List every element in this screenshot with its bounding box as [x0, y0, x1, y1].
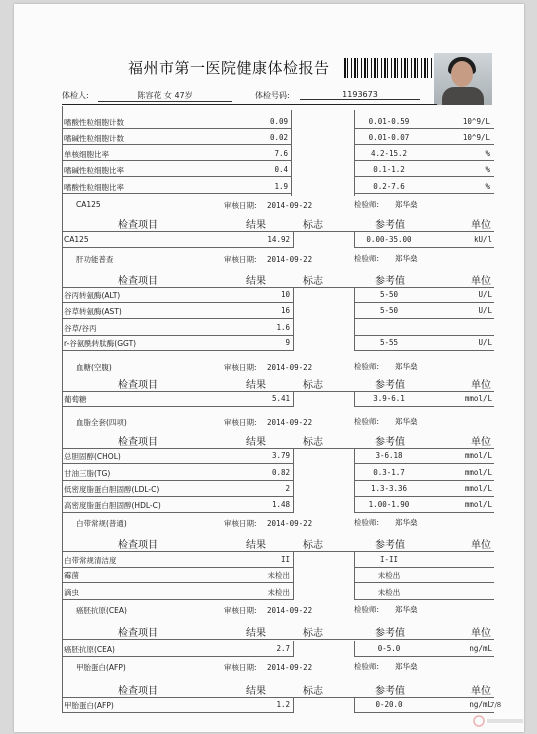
audit-date-value: 2014-09-22 — [267, 606, 313, 615]
table-cell-result: II — [280, 555, 290, 564]
report-page — [14, 4, 524, 732]
audit-date-value: 2014-09-22 — [267, 201, 313, 210]
table-cell-item: 谷草/谷丙 — [64, 324, 97, 333]
column-divider — [293, 287, 294, 351]
audit-date-value: 2014-09-22 — [267, 363, 313, 372]
column-divider — [354, 697, 355, 713]
col-header-ref: 参考值 — [375, 380, 405, 391]
examinee-photo — [434, 53, 492, 105]
table-cell-item: 癌胚抗原(CEA) — [64, 645, 115, 654]
table-cell-result: 0.82 — [271, 468, 290, 477]
row-divider — [62, 639, 494, 640]
col-header-unit: 单位 — [471, 540, 491, 551]
table-cell-item: 单核细胞比率 — [64, 150, 109, 159]
table-cell-unit: % — [485, 149, 490, 158]
row-divider — [62, 160, 292, 161]
row-divider — [354, 512, 494, 513]
tester-value: 郑华燊 — [395, 605, 418, 614]
audit-date-value: 2014-09-22 — [267, 418, 313, 427]
audit-date-label: 审核日期: — [224, 663, 257, 672]
table-cell-result: 1.48 — [271, 500, 290, 509]
table-cell-ref: 5-55 — [379, 338, 399, 347]
table-cell-item: 谷丙转氨酶(ALT) — [64, 291, 121, 300]
audit-date-label: 审核日期: — [224, 201, 257, 210]
table-cell-unit: mmol/L — [464, 468, 492, 477]
col-header-result: 结果 — [246, 540, 266, 551]
col-header-ref: 参考值 — [375, 628, 405, 639]
row-divider — [62, 463, 294, 464]
row-divider — [354, 302, 494, 303]
table-cell-item: 甘油三脂(TG) — [64, 469, 111, 478]
table-cell-ref: 未检出 — [377, 588, 401, 597]
examinee-value: 陈容花 女 47岁 — [98, 90, 232, 102]
row-divider — [62, 287, 494, 288]
col-header-flag: 标志 — [303, 540, 323, 551]
row-divider — [62, 480, 294, 481]
audit-date-label: 审核日期: — [224, 255, 257, 264]
exam-no-value: 1193673 — [300, 90, 420, 100]
table-cell-unit: mmol/L — [464, 484, 492, 493]
row-divider — [62, 128, 292, 129]
page-number: 7/8 — [490, 701, 502, 709]
barcode — [344, 58, 436, 78]
row-divider — [62, 193, 292, 194]
section-title: 血糖(空腹) — [76, 363, 112, 372]
section-title: 甲胎蛋白(AFP) — [76, 663, 126, 672]
row-divider — [354, 160, 494, 161]
column-divider — [293, 552, 294, 600]
row-divider — [62, 176, 292, 177]
col-header-unit: 单位 — [471, 686, 491, 697]
table-cell-item: 白带常规清洁度 — [64, 556, 117, 565]
audit-date-label: 审核日期: — [224, 363, 257, 372]
row-divider — [62, 318, 294, 319]
col-header-flag: 标志 — [303, 276, 323, 287]
section-title: 白带常规(普通) — [76, 519, 127, 528]
col-header-ref: 参考值 — [375, 686, 405, 697]
row-divider — [62, 247, 294, 248]
col-header-item: 检查项目 — [118, 686, 158, 697]
section-title: 肝功能普查 — [76, 255, 114, 264]
table-cell-item: 总胆固醇(CHOL) — [64, 452, 121, 461]
col-header-flag: 标志 — [303, 220, 323, 231]
table-cell-unit: mmol/L — [464, 500, 492, 509]
section-title: CA125 — [76, 200, 101, 209]
column-divider — [354, 110, 355, 196]
table-cell-result: 未检出 — [267, 588, 290, 597]
col-header-result: 结果 — [246, 380, 266, 391]
tester-label: 检验师: — [354, 200, 380, 209]
row-divider — [354, 480, 494, 481]
col-header-ref: 参考值 — [375, 276, 405, 287]
tester-value: 郑华燊 — [395, 417, 418, 426]
table-cell-unit: mmol/L — [464, 394, 492, 403]
row-divider — [62, 712, 294, 713]
col-header-flag: 标志 — [303, 628, 323, 639]
table-cell-item: 甲胎蛋白(AFP) — [64, 701, 114, 710]
table-cell-ref: 0-5.0 — [377, 644, 401, 653]
row-divider — [354, 656, 494, 657]
column-divider — [354, 641, 355, 657]
table-cell-ref: 0-20.0 — [375, 700, 403, 709]
column-divider — [354, 232, 355, 248]
table-cell-ref: 0.3-1.7 — [373, 468, 405, 477]
column-divider — [293, 697, 294, 713]
col-header-unit: 单位 — [471, 437, 491, 448]
table-cell-result: 0.09 — [269, 117, 288, 126]
table-cell-unit: % — [485, 182, 490, 191]
row-divider — [354, 144, 494, 145]
table-cell-unit: ng/mL — [469, 644, 492, 653]
table-cell-item: 谷草转氨酶(AST) — [64, 307, 122, 316]
audit-date-label: 审核日期: — [224, 418, 257, 427]
table-cell-item: 嗜碱性粒细胞比率 — [64, 166, 124, 175]
table-cell-item: 滴虫 — [64, 588, 79, 597]
tester-label: 检验师: — [354, 254, 380, 263]
table-cell-result: 0.02 — [269, 133, 288, 142]
row-divider — [62, 448, 494, 449]
table-cell-unit: kU/l — [473, 235, 492, 244]
column-divider — [293, 448, 294, 513]
row-divider — [354, 335, 494, 336]
table-cell-ref: 1.00-1.90 — [368, 500, 410, 509]
table-cell-ref: 1.3-3.36 — [370, 484, 408, 493]
row-divider — [62, 551, 494, 552]
table-cell-result: 0.4 — [274, 165, 288, 174]
col-header-ref: 参考值 — [375, 220, 405, 231]
table-cell-result: 未检出 — [267, 571, 290, 580]
table-cell-item: 霉菌 — [64, 571, 79, 580]
col-header-item: 检查项目 — [118, 276, 158, 287]
table-cell-unit: mmol/L — [464, 451, 492, 460]
row-divider — [354, 247, 494, 248]
watermark-logo — [472, 714, 524, 728]
column-divider — [293, 391, 294, 407]
table-cell-ref: 5-50 — [379, 290, 399, 299]
table-cell-ref: 0.2-7.6 — [373, 182, 405, 191]
col-header-item: 检查项目 — [118, 437, 158, 448]
report-title: 福州市第一医院健康体检报告 — [128, 59, 330, 77]
row-divider — [62, 697, 494, 698]
row-divider — [62, 512, 294, 513]
col-header-unit: 单位 — [471, 276, 491, 287]
exam-no-label: 体检号码: — [255, 91, 290, 100]
section-title: 癌胚抗原(CEA) — [76, 606, 127, 615]
col-header-result: 结果 — [246, 686, 266, 697]
table-cell-result: 2 — [285, 484, 290, 493]
col-header-item: 检查项目 — [118, 540, 158, 551]
col-header-ref: 参考值 — [375, 437, 405, 448]
table-cell-unit: U/L — [478, 306, 492, 315]
audit-date-value: 2014-09-22 — [267, 663, 313, 672]
row-divider — [62, 406, 294, 407]
table-cell-result: 16 — [280, 306, 290, 315]
row-divider — [62, 391, 494, 392]
table-cell-result: 5.41 — [271, 394, 290, 403]
table-cell-item: 高密度脂蛋白胆固醇(HDL-C) — [64, 501, 161, 510]
tester-label: 检验师: — [354, 662, 380, 671]
table-cell-item: CA125 — [64, 235, 89, 244]
table-cell-result: 9 — [285, 338, 290, 347]
col-header-result: 结果 — [246, 220, 266, 231]
row-divider — [62, 144, 292, 145]
tester-value: 郑华燊 — [395, 254, 418, 263]
table-cell-item: r-谷氨酰转肽酶(GGT) — [64, 339, 137, 348]
table-cell-result: 1.9 — [274, 182, 288, 191]
row-divider — [354, 567, 494, 568]
col-header-item: 检查项目 — [118, 628, 158, 639]
col-header-item: 检查项目 — [118, 220, 158, 231]
row-divider — [354, 712, 494, 713]
table-cell-ref: 0.01-0.07 — [368, 133, 410, 142]
table-cell-ref: 3.9-6.1 — [373, 394, 405, 403]
tester-label: 检验师: — [354, 362, 380, 371]
row-divider — [62, 582, 294, 583]
section-title: 血脂全套(四项) — [76, 418, 127, 427]
audit-date-label: 审核日期: — [224, 606, 257, 615]
table-cell-ref: 5-50 — [379, 306, 399, 315]
column-divider — [354, 391, 355, 407]
column-divider — [354, 448, 355, 513]
row-divider — [62, 335, 294, 336]
row-divider — [62, 599, 294, 600]
col-header-item: 检查项目 — [118, 380, 158, 391]
row-divider — [62, 567, 294, 568]
tester-value: 郑华燊 — [395, 362, 418, 371]
row-divider — [354, 193, 494, 194]
col-header-unit: 单位 — [471, 628, 491, 639]
row-divider — [354, 128, 494, 129]
tester-value: 郑华燊 — [395, 518, 418, 527]
table-cell-result: 2.7 — [276, 644, 290, 653]
table-cell-result: 3.79 — [271, 451, 290, 460]
column-divider — [354, 287, 355, 351]
table-cell-unit: 10^9/L — [462, 117, 490, 126]
row-divider — [354, 176, 494, 177]
row-divider — [62, 231, 494, 232]
tester-value: 郑华燊 — [395, 662, 418, 671]
col-header-result: 结果 — [246, 437, 266, 448]
column-divider — [291, 110, 292, 196]
table-cell-unit: U/L — [478, 338, 492, 347]
col-header-unit: 单位 — [471, 380, 491, 391]
row-divider — [62, 302, 294, 303]
table-cell-ref: 0.1-1.2 — [373, 165, 405, 174]
tester-label: 检验师: — [354, 518, 380, 527]
table-cell-result: 14.92 — [267, 235, 290, 244]
col-header-flag: 标志 — [303, 437, 323, 448]
row-divider — [354, 350, 494, 351]
table-cell-ref: 4.2-15.2 — [370, 149, 408, 158]
table-cell-unit: U/L — [478, 290, 492, 299]
audit-date-value: 2014-09-22 — [267, 255, 313, 264]
col-header-result: 结果 — [246, 628, 266, 639]
column-divider — [354, 552, 355, 600]
audit-date-value: 2014-09-22 — [267, 519, 313, 528]
row-divider — [62, 496, 294, 497]
table-cell-ref: 3-6.18 — [375, 451, 403, 460]
table-cell-ref: 未检出 — [377, 571, 401, 580]
row-divider — [354, 463, 494, 464]
table-cell-unit: ng/mL — [469, 700, 492, 709]
table-cell-ref: 0.00-35.00 — [366, 235, 412, 244]
tester-label: 检验师: — [354, 417, 380, 426]
row-divider — [354, 406, 494, 407]
table-cell-result: 10 — [280, 290, 290, 299]
row-divider — [354, 496, 494, 497]
row-divider — [354, 599, 494, 600]
table-cell-item: 嗜酸性粒细胞计数 — [64, 118, 124, 127]
row-divider — [62, 656, 294, 657]
table-cell-ref: I-II — [379, 555, 399, 564]
row-divider — [354, 318, 494, 319]
row-divider — [62, 350, 294, 351]
col-header-unit: 单位 — [471, 220, 491, 231]
table-cell-item: 低密度脂蛋白胆固醇(LDL-C) — [64, 485, 160, 494]
col-header-flag: 标志 — [303, 686, 323, 697]
column-divider — [293, 232, 294, 248]
col-header-result: 结果 — [246, 276, 266, 287]
table-cell-unit: 10^9/L — [462, 133, 490, 142]
table-cell-result: 1.6 — [276, 323, 290, 332]
column-divider — [293, 641, 294, 657]
tester-value: 郑华燊 — [395, 200, 418, 209]
table-cell-item: 嗜碱性粒细胞计数 — [64, 134, 124, 143]
row-divider — [354, 582, 494, 583]
tester-label: 检验师: — [354, 605, 380, 614]
table-cell-item: 葡萄糖 — [64, 395, 87, 404]
col-header-flag: 标志 — [303, 380, 323, 391]
examinee-label: 体检人: — [62, 91, 89, 100]
table-cell-item: 嗜酸性粒细胞比率 — [64, 183, 124, 192]
table-cell-result: 7.6 — [274, 149, 288, 158]
table-cell-result: 1.2 — [276, 700, 290, 709]
col-header-ref: 参考值 — [375, 540, 405, 551]
audit-date-label: 审核日期: — [224, 519, 257, 528]
table-cell-ref: 0.01-0.59 — [368, 117, 410, 126]
table-cell-unit: % — [485, 165, 490, 174]
